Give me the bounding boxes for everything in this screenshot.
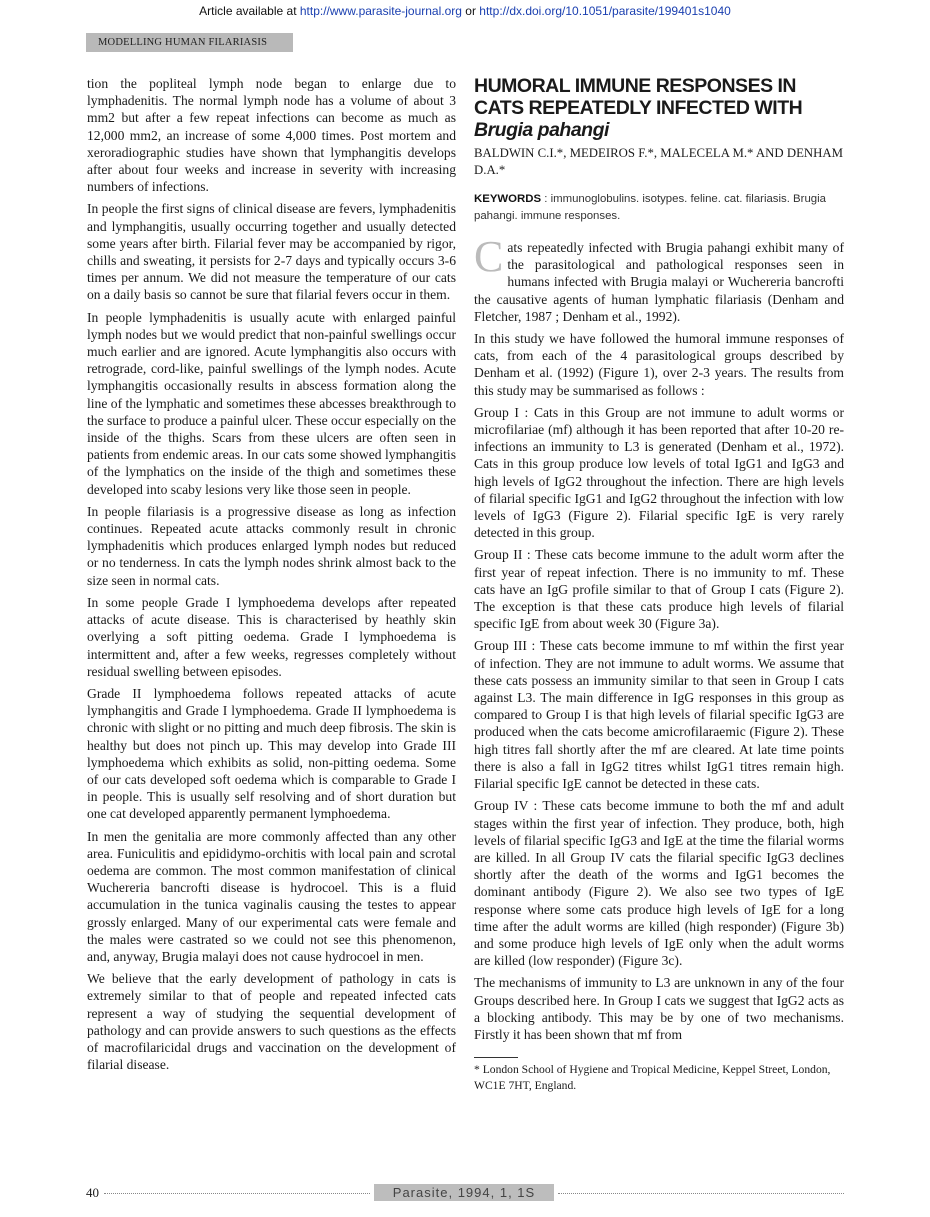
journal-citation: Parasite, 1994, 1, 1S: [374, 1184, 554, 1201]
authors: BALDWIN C.I.*, MEDEIROS F.*, MALECELA M.* AND DENHAM D.A.*: [474, 146, 844, 177]
running-head: MODELLING HUMAN FILARIASIS: [86, 33, 293, 52]
left-paragraph-2: In people the first signs of clinical disease are fevers, lymphadenitis and lymphangitis, usually occurring together and usually detected some years after birth. Filarial fever may be accompanied by rigor, chills and sweating, it persists for 2-7 days and typically occurs 3-6 times per annum. We did not measure the temperature of our cats on a daily basis so cannot be sure that filarial fevers occur in them.: [87, 201, 456, 303]
group-3-paragraph: Group III : These cats become immune to mf within the first year of infection. They are not immune to adult worms. We assume that these cats possess an immunity similar to that seen in Group I cats against L3. The main difference in IgG responses in this group as compared to Group I is that high levels of filarial specific IgG3 are produced when the cats become amicrofilaraemic (Figure 2). These high titres fall shortly after the mf are cleared. At late time points there is also a fall in IgG2 titres whilst IgG1 titres remain high. Filarial specific IgE cannot be detected in these cats.: [474, 638, 844, 792]
footnote-rule: [474, 1057, 518, 1058]
availability-prefix: Article available at: [199, 4, 300, 18]
keywords: [474, 191, 844, 225]
doi-link[interactable]: http://dx.doi.org/10.1051/parasite/199401s1040: [479, 4, 731, 18]
group-2-paragraph: Group II : These cats become immune to the adult worm after the first year of repeat infection. There is no immunity to mf. These cats have an IgG profile similar to that of Group I cats (Figure 2). The exception is that these cats produce high levels of filarial specific IgE from about week 30 (Figure 3a).: [474, 547, 844, 632]
left-column: [87, 75, 456, 1078]
left-paragraph-8: We believe that the early development of pathology in cats is extremely similar to that of people and repeated infected cats represent a way of studying the sequential development of pathology and can provide answers to such questions as the effects of macrofilaricidal drugs and vaccination on the development of filarial disease.: [87, 971, 456, 1073]
journal-link[interactable]: http://www.parasite-journal.org: [299, 4, 462, 18]
availability-or: or: [461, 4, 480, 18]
left-paragraph-7: In men the genitalia are more commonly affected than any other area. Funiculitis and epididymo-orchitis with local pain and scrotal oedema are common. The most common manifestation of clinical Wuchereria bancrofti disease is hydrocoel. This is a fluid accumulation in the tunica vaginalis causing the testes to appear grossly enlarged. Many of our experimental cats were female and the males were castrated so we could not see this phenomenon, and, anyway, Brugia malayi does not cause hydrocoel in men.: [87, 828, 456, 964]
title-species: Brugia pahangi: [474, 119, 609, 141]
intro-paragraph: [474, 232, 844, 325]
intro-text: ats repeatedly infected with Brugia pahangi exhibit many of the parasitological and pathological responses seen in humans infected with Brugia malayi or Wuchereria bancrofti the causative agents of human lymphatic filariasis (Denham and Fletcher, 1987 ; Denham et al., 1992).: [474, 240, 844, 324]
footer-rule-right: [558, 1193, 844, 1194]
left-paragraph-1: tion the popliteal lymph node began to enlarge due to lymphadenitis. The normal lymph node has a volume of about 3 mm2 but after a few repeat infections can become as much as 12,000 mm2, an increase of some 4,000 times. Post mortem and xeroradiographic studies have shown that lymphangitis develops after about four weeks and increase in severity with increasing numbers of infections.: [87, 76, 456, 195]
page-number: 40: [86, 1185, 99, 1200]
footer-rule-left: [104, 1193, 370, 1194]
mechanisms-paragraph: The mechanisms of immunity to L3 are unknown in any of the four Groups described here. In Group I cats we suggest that IgG2 acts as a blocking antibody. This may be by one of two mechanisms. Firstly it has been shown that mf from: [474, 975, 844, 1042]
drop-cap: C: [474, 232, 504, 281]
left-paragraph-5: In some people Grade I lymphoedema develops after repeated attacks of acute disease. This is characterised by heathly skin overlying a soft pitting oedema. Grade I lymphoedema is intermittent and, after a few weeks, regresses completely without residual swelling between episodes.: [87, 594, 456, 679]
article-title: [474, 75, 844, 141]
study-paragraph: In this study we have followed the humoral immune responses of cats, from each of the 4 parasitological groups described by Denham et al. (1992) (Figure 1), over 2-3 years. The results from this study may be summarised as follows :: [474, 331, 844, 398]
availability-note: [0, 4, 930, 18]
group-1-paragraph: Group I : Cats in this Group are not immune to adult worms or microfilariae (mf) although it has been reported that after 10-20 re-infections an immunity to L3 is generated (Denham et al., 1972). Cats in this group produce low levels of total IgG1 and IgG3 and high levels of IgG2 throughout the infection. There are high levels of filarial specific IgG1 and IgG2 throughout the infection with low levels of IgG3 (Figure 2). Filarial specific IgE is very rarely detected in this group.: [474, 404, 844, 541]
left-paragraph-6: Grade II lymphoedema follows repeated attacks of acute lymphangitis and Grade I lymphoedema. Grade II lymphoedema is chronic with slight or no pitting and much deep fibrosis. The skin is healthy but does not pinch up. This may develop into Grade III lymphoedema which exhibits as solid, non-pitting oedema. Some of our cats developed soft oedema which is comparable to Grade I in people. This is usually self resolving and of short duration but one cat developed apparently permanent lymphoedema.: [87, 685, 456, 822]
right-column: [474, 75, 844, 1094]
affiliation-footnote: * London School of Hygiene and Tropical Medicine, Keppel Street, London, WC1E 7HT, England.: [474, 1063, 831, 1093]
group-4-paragraph: Group IV : These cats become immune to both the mf and adult stages within the first year of infection. They produce, both, high levels of filarial specific IgG3 and IgE at the time the filarial worms are killed. In all Group IV cats the filarial specific IgG3 declines shortly after the death of the worms and IgG1 becomes the dominant antibody (Figure 2). We also see two types of IgE response where some cats produce high levels of IgE for a long time after the adult worms are killed (high responder) (Figure 3b) and some produce high levels of IgE only when the adult worms are killed (low responder) (Figure 3c).: [474, 798, 844, 969]
left-paragraph-4: In people filariasis is a progressive disease as long as infection continues. Repeated acute attacks commonly result in chronic lymphadenitis which produces enlarged lymph nodes but reduced or no tenderness. In cats the lymph nodes shrink almost back to the size seen in normal cats.: [87, 503, 456, 588]
left-paragraph-3: In people lymphadenitis is usually acute with enlarged painful lymph nodes but we would predict that non-painful swellings occur much earlier and are ignored. Acute lymphangitis also occurs with retrograde, cord-like, painful swellings of the lymph nodes. Acute lymphangitis occasionally results in abscess formation along the line of the lymphatic and sometimes these abcesses breakthrough to the surface to produce a painful ulcer. These occur especially on the inside of the thighs. Scars from these ulcers are often seen in patients from endemic areas. In our cats some showed lymphangitis of the lymphatics on the inside of the thigh and sometimes these developed into scaby lesions very like those seen in people.: [87, 309, 456, 497]
keywords-label: KEYWORDS: [474, 193, 542, 205]
title-main: HUMORAL IMMUNE RESPONSES IN CATS REPEATEDLY INFECTED WITH: [474, 75, 803, 119]
keywords-text: : immunoglobulins. isotypes. feline. cat. filariasis. Brugia pahangi. immune responses.: [474, 193, 826, 222]
